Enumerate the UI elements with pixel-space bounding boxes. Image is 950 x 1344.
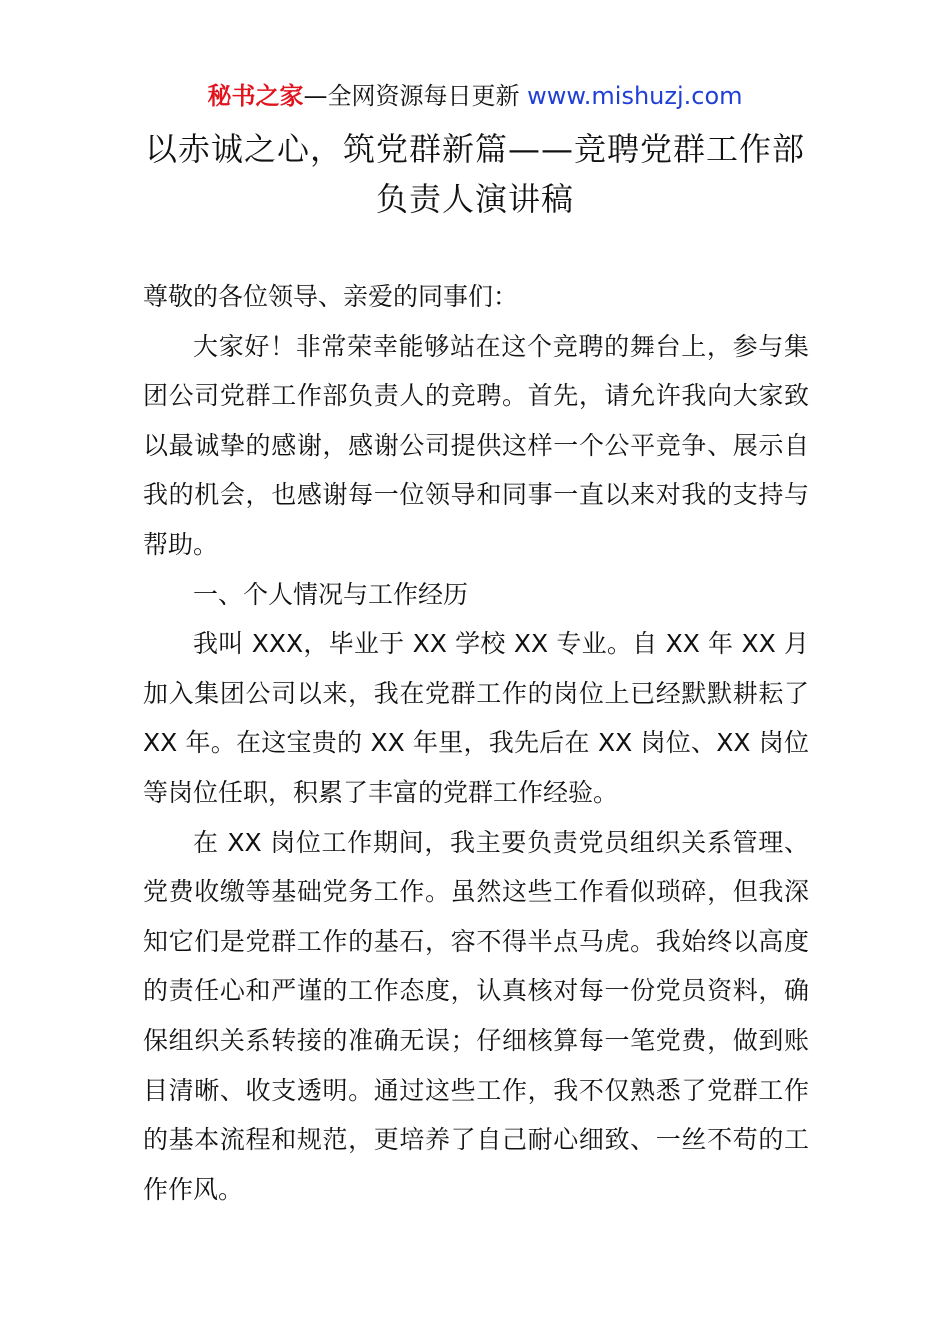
site-brand: 秘书之家 xyxy=(207,82,304,110)
paragraph-experience: 在 XX 岗位工作期间，我主要负责党员组织关系管理、党费收缴等基础党务工作。虽然这些工作看似琐碎，但我深知它们是党群工作的基石，容不得半点马虎。我始终以高度的责任心和严谨的工作态度，认真核对每一份党员资料，确保组织关系转接的准确无误；仔细核算每一笔党费，做到账目清晰、收支透明。通过这些工作，我不仅熟悉了党群工作的基本流程和规范，更培养了自己耐心细致、一丝不苟的工作作风。 xyxy=(143,827,809,1204)
document-title-line-1: 以赤诚之心，筑党群新篇——竞聘党群工作部 xyxy=(144,130,805,168)
section-heading-1: 一、个人情况与工作经历 xyxy=(193,579,469,609)
salutation: 尊敬的各位领导、亲爱的同事们： xyxy=(143,282,519,311)
site-header xyxy=(0,80,950,112)
document-title-line-2: 负责人演讲稿 xyxy=(375,180,574,218)
paragraph-introduction: 我叫 XXX，毕业于 XX 学校 XX 专业。自 XX 年 XX 月加入集团公司以来，我在党群工作的岗位上已经默默耕耘了 XX 年。在这宝贵的 XX 年里，我先后在 XX 岗位、XX 岗位等岗位任职，积累了丰富的党群工作经验。 xyxy=(143,629,809,807)
site-url-link[interactable]: www.mishuzj.com xyxy=(527,82,743,110)
document-title xyxy=(120,124,830,224)
site-tagline: —全网资源每日更新 xyxy=(303,82,528,110)
document-body xyxy=(143,272,809,1214)
paragraph-greeting: 大家好！非常荣幸能够站在这个竞聘的舞台上，参与集团公司党群工作部负责人的竞聘。首先，请允许我向大家致以最诚挚的感谢，感谢公司提供这样一个公平竞争、展示自我的机会，也感谢每一位领导和同事一直以来对我的支持与帮助。 xyxy=(143,331,809,559)
